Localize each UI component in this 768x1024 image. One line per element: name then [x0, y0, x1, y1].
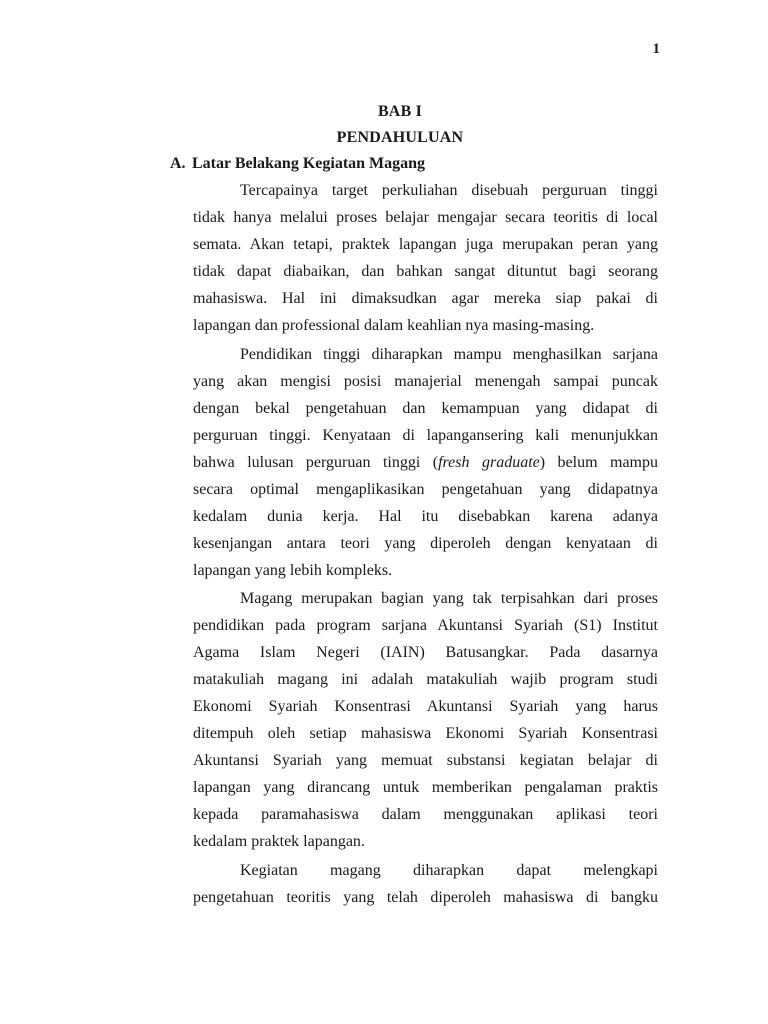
paragraph-line: Magang merupakan bagian yang tak terpisahkan dari proses — [240, 590, 658, 607]
paragraph-line: kesenjangan antara teori yang diperoleh dengan kenyataan di — [193, 535, 658, 552]
paragraph-line: Pendidikan tinggi diharapkan mampu menghasilkan sarjana — [240, 346, 658, 363]
paragraph-line: Tercapainya target perkuliahan disebuah perguruan tinggi — [240, 182, 658, 199]
section-marker: A. — [170, 155, 186, 172]
italic-term: fresh graduate — [438, 454, 540, 471]
paragraph-line: kedalam praktek lapangan. — [193, 833, 365, 850]
paragraph-line: Agama Islam Negeri (IAIN) Batusangkar. Pada dasarnya — [193, 644, 658, 661]
paragraph-line: tidak hanya melalui proses belajar mengajar secara teoritis di local — [193, 209, 658, 226]
paragraph-line: semata. Akan tetapi, praktek lapangan juga merupakan peran yang — [193, 236, 658, 253]
chapter-title: PENDAHULUAN — [336, 129, 464, 146]
paragraph-line: mahasiswa. Hal ini dimaksudkan agar mereka siap pakai di — [193, 290, 658, 307]
page-number: 1 — [652, 41, 660, 57]
paragraph-line: kepada paramahasiswa dalam menggunakan aplikasi teori — [193, 806, 658, 823]
line-text: bahwa lulusan perguruan tinggi ( — [193, 454, 439, 471]
paragraph-line: Ekonomi Syariah Konsentrasi Akuntansi Syariah yang harus — [193, 698, 658, 715]
section-title: Latar Belakang Kegiatan Magang — [192, 155, 426, 172]
paragraph-line: perguruan tinggi. Kenyataan di lapangansering kali menunjukkan — [193, 427, 658, 444]
paragraph-line: pendidikan pada program sarjana Akuntansi Syariah (S1) Institut — [193, 617, 658, 634]
paragraph-line: matakuliah magang ini adalah matakuliah wajib program studi — [193, 671, 658, 688]
paragraph-line: pengetahuan teoritis yang telah diperoleh mahasiswa di bangku — [193, 889, 658, 906]
paragraph-line: lapangan yang lebih kompleks. — [193, 562, 393, 579]
paragraph-line: ditempuh oleh setiap mahasiswa Ekonomi Syariah Konsentrasi — [193, 725, 658, 742]
paragraph-line: dengan bekal pengetahuan dan kemampuan yang didapat di — [193, 400, 658, 417]
paragraph-line: kedalam dunia kerja. Hal itu disebabkan karena adanya — [193, 508, 658, 525]
paragraph-line: lapangan yang dirancang untuk memberikan pengalaman praktis — [193, 779, 658, 796]
paragraph-line: Kegiatan magang diharapkan dapat melengkapi — [240, 862, 658, 879]
paragraph-line: Akuntansi Syariah yang memuat substansi kegiatan belajar di — [193, 752, 658, 769]
line-text: ) belum mampu — [539, 454, 658, 471]
chapter-heading: BAB I — [377, 103, 423, 120]
paragraph-line: yang akan mengisi posisi manajerial menengah sampai puncak — [193, 373, 658, 390]
section-heading — [170, 155, 425, 173]
paragraph-line: secara optimal mengaplikasikan pengetahuan yang didapatnya — [193, 481, 658, 498]
paragraph-line: tidak dapat diabaikan, dan bahkan sangat dituntut bagi seorang — [193, 263, 658, 280]
paragraph-line: lapangan dan professional dalam keahlian nya masing-masing. — [193, 317, 595, 334]
paragraph-line — [193, 452, 658, 474]
